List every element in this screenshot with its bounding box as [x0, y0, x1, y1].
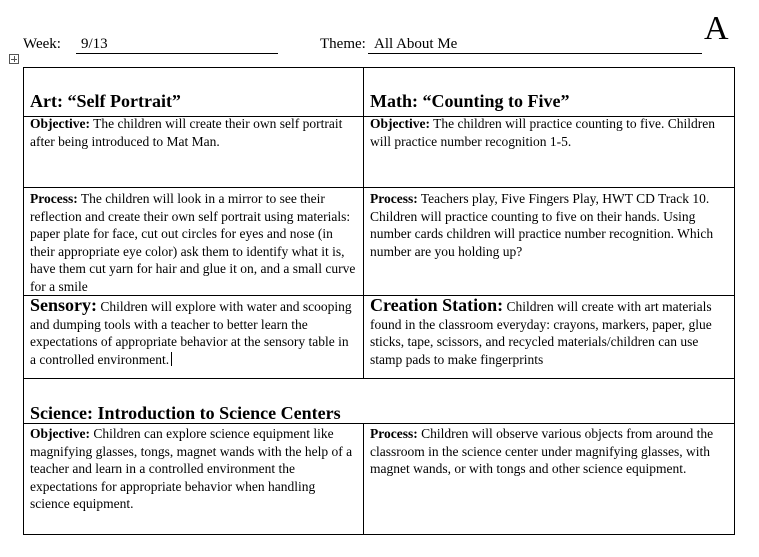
- sensory-text: Children will explore with water and scooping and dumping tools with a teacher to better learn the expectations of appropriate behavior at the sensory table in a controlled environment.: [30, 299, 352, 367]
- text-cursor: [171, 352, 172, 366]
- science-objective-cell[interactable]: [24, 425, 363, 533]
- theme-label: Theme:: [320, 36, 366, 52]
- table-rule: [23, 378, 735, 379]
- sensory-label: Sensory:: [30, 297, 97, 315]
- creation-station-text: Children will create with art materials found in the classroom everyday: crayons, markers, paper, glue sticks, tape, scissors, and recycled materials/children can use stamp pads to make fingerprints: [370, 299, 712, 367]
- science-title: Science: Introduction to Science Centers: [30, 403, 341, 423]
- science-objective-text: Children can explore science equipment like magnifying glasses, tongs, magnet wands with the help of a teacher and learn in a controlled environment the expectations for appropriate behavior when handling science equipment.: [30, 426, 353, 512]
- science-process-text: Children will observe various objects from around the classroom in the science center under magnifying glasses, with magnet wands, or with tongs and other science equipment.: [370, 426, 714, 477]
- art-process-text: The children will look in a mirror to see their reflection and create their own self portrait using materials: paper plate for face, cut out circles for eyes and nose (in their appropriate eye color) ask them to identify what it is, have them cut yarn for hair and glue it on, and a small curve for a smile: [30, 191, 356, 294]
- week-label: Week:: [23, 36, 61, 52]
- art-title-cell[interactable]: [24, 90, 363, 116]
- math-process-cell[interactable]: [364, 190, 734, 295]
- creation-station-cell[interactable]: [364, 297, 734, 378]
- table-move-handle-icon[interactable]: [9, 54, 19, 64]
- table-border-right: [734, 67, 735, 535]
- sensory-cell[interactable]: [24, 297, 363, 378]
- art-objective-label: Objective:: [30, 116, 90, 131]
- theme-value[interactable]: All About Me: [374, 36, 458, 52]
- science-objective-label: Objective:: [30, 426, 90, 441]
- science-process-label: Process:: [370, 426, 418, 441]
- math-title: Math: “Counting to Five”: [370, 91, 570, 111]
- math-process-text: Teachers play, Five Fingers Play, HWT CD Track 10. Children will practice counting to five on their hands. Using number cards children will practice number recognition. Which number are you holding up?: [370, 191, 714, 259]
- week-value[interactable]: 9/13: [81, 36, 108, 52]
- corner-letter: A: [704, 10, 729, 47]
- art-title: Art: “Self Portrait”: [30, 91, 181, 111]
- science-process-cell[interactable]: [364, 425, 734, 533]
- creation-station-label: Creation Station:: [370, 297, 504, 315]
- lesson-plan-table: [23, 67, 735, 535]
- math-objective-text: The children will practice counting to five. Children will practice number recognition 1-5.: [370, 116, 716, 149]
- art-process-label: Process:: [30, 191, 78, 206]
- math-process-label: Process:: [370, 191, 418, 206]
- table-border-bottom: [23, 534, 735, 535]
- table-border-top: [23, 67, 735, 68]
- table-rule: [23, 295, 735, 296]
- theme-underline: [368, 53, 702, 54]
- math-objective-cell[interactable]: [364, 115, 734, 187]
- week-underline: [76, 53, 278, 54]
- art-process-cell[interactable]: [24, 190, 363, 295]
- table-rule: [23, 187, 735, 188]
- science-title-cell[interactable]: [24, 402, 734, 424]
- math-title-cell[interactable]: [364, 90, 734, 116]
- art-objective-cell[interactable]: [24, 115, 363, 187]
- art-objective-text: The children will create their own self portrait after being introduced to Mat Man.: [30, 116, 343, 149]
- math-objective-label: Objective:: [370, 116, 430, 131]
